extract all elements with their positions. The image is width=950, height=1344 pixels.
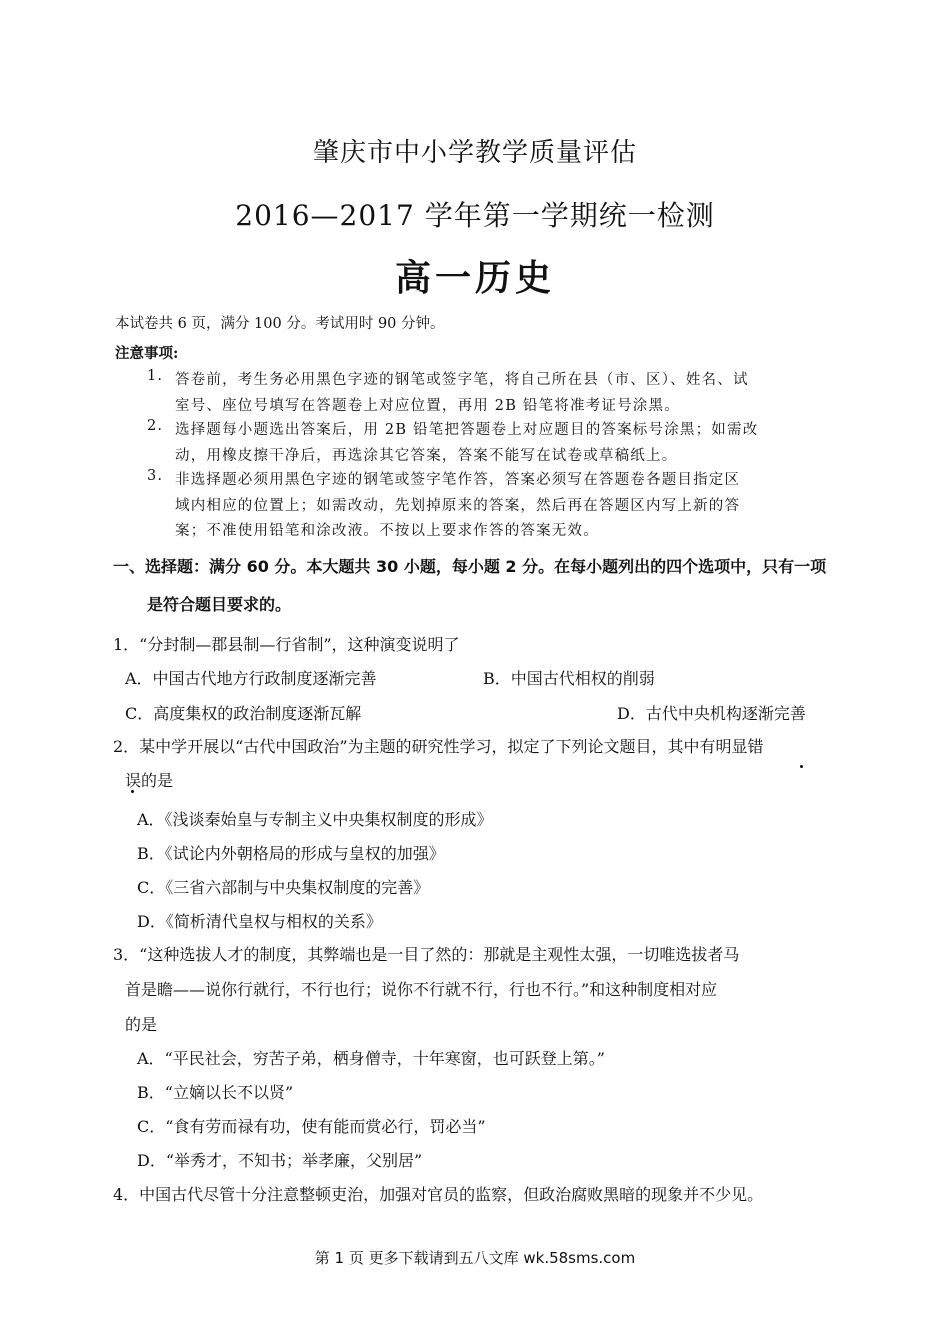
question-1-option-a: A．中国古代地方行政制度逐渐完善 bbox=[125, 669, 377, 688]
notice-item-1-line-1: 答卷前，考生务必用黑色字迹的钢笔或签字笔，将自己所在县（市、区）、姓名、试 bbox=[175, 372, 749, 388]
exam-title: 2016—2017 学年第一学期统一检测 bbox=[235, 199, 715, 232]
org-title: 肇庆市中小学教学质量评估 bbox=[312, 138, 637, 168]
question-2-stem-line-1: 2．某中学开展以“古代中国政治”为主题的研究性学习，拟定了下列论文题目，其中有明显错 bbox=[113, 737, 764, 756]
question-1-stem: 1．“分封制—郡县制—行省制”，这种演变说明了 bbox=[113, 635, 460, 654]
question-3-stem-line-2: 首是瞻——说你行就行，不行也行；说你不行就不行，行也不行。”和这种制度相对应 bbox=[125, 980, 718, 999]
question-2-option-a: A．《浅谈秦始皇与专制主义中央集权制度的形成》 bbox=[137, 810, 493, 829]
question-3-option-a: A．“平民社会，穷苦子弟，栖身僧寺，十年寒窗，也可跃登上第。” bbox=[137, 1049, 605, 1068]
notice-item-2-num: 2. bbox=[147, 418, 164, 434]
question-1-option-d: D．古代中央机构逐渐完善 bbox=[617, 704, 806, 723]
question-3-option-b: B．“立嫡以长不以贤” bbox=[137, 1083, 294, 1102]
question-3-stem-line-3: 的是 bbox=[125, 1015, 158, 1034]
subject-title: 高一历史 bbox=[394, 258, 555, 299]
question-2-option-d: D．《简析清代皇权与相权的关系》 bbox=[137, 912, 382, 931]
section-1-heading: 一、选择题：满分 60 分。本大题共 30 小题，每小题 2 分。在每小题列出的四个选项中，只有一项 bbox=[113, 557, 827, 576]
notice-item-1-line-2: 室号、座位号填写在答题卷上对应位置，再用 2B 铅笔将准考证号涂黑。 bbox=[175, 398, 680, 414]
notice-item-2-line-2: 动，用橡皮擦干净后，再选涂其它答案，答案不能写在试卷或草稿纸上。 bbox=[175, 448, 678, 464]
question-2-option-c: C．《三省六部制与中央集权制度的完善》 bbox=[137, 878, 430, 897]
notice-item-3-line-1: 非选择题必须用黑色字迹的钢笔或签字笔作答，答案必须写在答题卷各题目指定区 bbox=[175, 472, 741, 488]
notice-item-1-num: 1. bbox=[147, 368, 164, 384]
notice-title: 注意事项: bbox=[115, 345, 179, 362]
question-2-option-b: B．《试论内外朝格局的形成与皇权的加强》 bbox=[137, 844, 445, 863]
notice-item-3-num: 3. bbox=[147, 468, 164, 484]
question-2-stem-line-2: 误的是 bbox=[125, 771, 174, 790]
emphasis-dot bbox=[800, 765, 803, 768]
section-1-heading-cont: 是符合题目要求的。 bbox=[147, 595, 292, 614]
notice-item-3-line-2: 域内相应的位置上；如需改动，先划掉原来的答案，然后再在答题区内写上新的答 bbox=[175, 498, 741, 514]
question-1-option-c: C．高度集权的政治制度逐渐瓦解 bbox=[125, 704, 362, 723]
question-3-option-c: C．“食有劳而禄有功，使有能而赏必行，罚必当” bbox=[137, 1117, 486, 1136]
notice-item-2-line-1: 选择题每小题选出答案后，用 2B 铅笔把答题卷上对应题目的答案标号涂黑；如需改 bbox=[175, 422, 759, 438]
question-4-stem: 4．中国古代尽管十分注意整顿吏治，加强对官员的监察，但政治腐败黑暗的现象并不少见。 bbox=[113, 1185, 764, 1204]
page-footer: 第 1 页 更多下载请到五八文库 wk.58sms.com bbox=[314, 1249, 636, 1267]
intro-text: 本试卷共 6 页，满分 100 分。考试用时 90 分钟。 bbox=[115, 316, 445, 332]
question-3-stem-line-1: 3．“这种选拔人才的制度，其弊端也是一目了然的：那就是主观性太强，一切唯选拔者马 bbox=[113, 945, 740, 964]
question-1-option-b: B．中国古代相权的削弱 bbox=[483, 669, 655, 688]
emphasis-dot bbox=[131, 790, 134, 793]
notice-item-3-line-3: 案；不准使用铅笔和涂改液。不按以上要求作答的答案无效。 bbox=[175, 523, 599, 539]
question-3-option-d: D．“举秀才，不知书；举孝廉，父别居” bbox=[137, 1151, 423, 1170]
